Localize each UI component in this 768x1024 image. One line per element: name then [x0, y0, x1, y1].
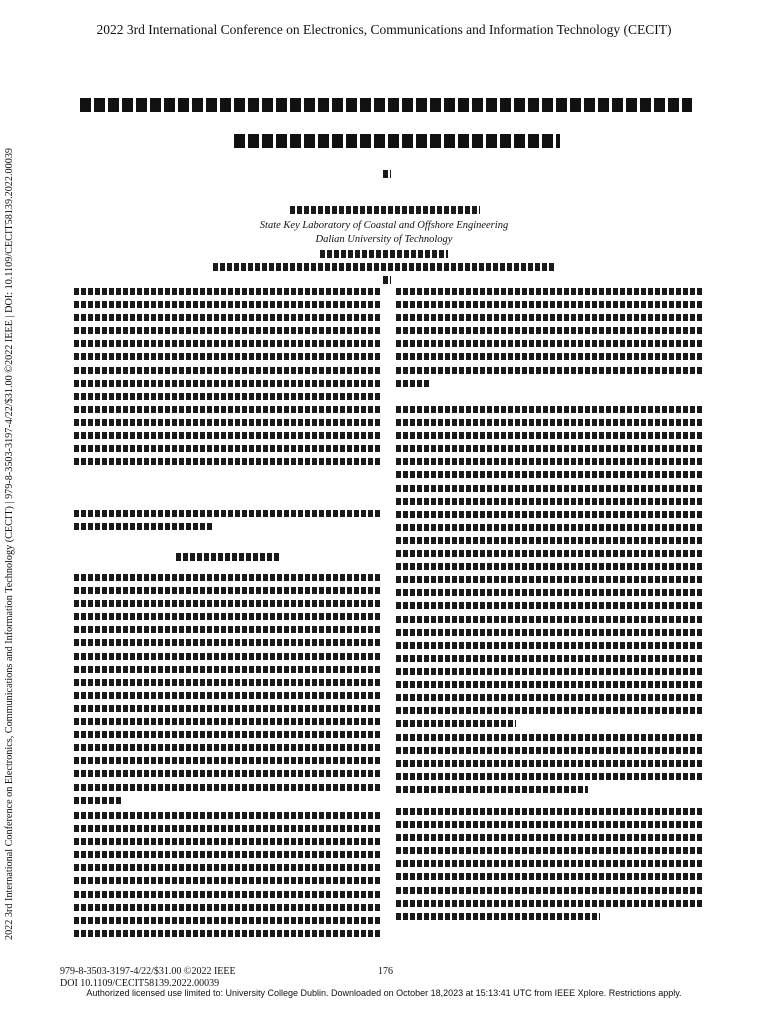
sidebar-metadata: 2022 3rd International Conference on Electronics, Communications and Information Technology (CECIT) | 979-8-3503-3197-4/22/$31.00 ©2022 IEEE | DOI: 10.1109/CECIT58139.2022.00039 — [4, 147, 15, 940]
license-notice: Authorized licensed use limited to: University College Dublin. Downloaded on October 18,2023 at 15:13:41 UTC from IEEE Xplore. Restrictions apply. — [86, 988, 682, 998]
paper-title — [80, 98, 692, 122]
author-names — [290, 206, 480, 219]
section-heading-introduction — [176, 553, 280, 566]
author-separator — [383, 276, 391, 289]
footer-isbn: 979-8-3503-3197-4/22/$31.00 ©2022 IEEE — [60, 966, 236, 977]
right-column-paragraph-4 — [396, 808, 702, 926]
conference-header: 2022 3rd International Conference on Electronics, Communications and Information Technology (CECIT) — [96, 22, 672, 37]
right-column-paragraph-2 — [396, 406, 702, 733]
page-number: 176 — [378, 966, 393, 977]
right-column-paragraph-3 — [396, 734, 702, 799]
affiliation-university: Dalian University of Technology — [315, 234, 453, 245]
footer-publication-info — [60, 966, 236, 990]
abstract — [74, 288, 382, 471]
affiliation-lab: State Key Laboratory of Coastal and Offshore Engineering — [259, 220, 509, 231]
title-marker — [383, 170, 391, 183]
keywords — [74, 510, 382, 536]
author-emails — [213, 263, 555, 276]
paper-title-line-2 — [234, 134, 560, 158]
introduction-paragraph-2 — [74, 812, 382, 943]
introduction-paragraph-1 — [74, 574, 382, 810]
affiliation-location — [320, 250, 448, 263]
footer-doi: DOI 10.1109/CECIT58139.2022.00039 — [60, 978, 220, 989]
right-column-paragraph-1 — [396, 288, 702, 393]
